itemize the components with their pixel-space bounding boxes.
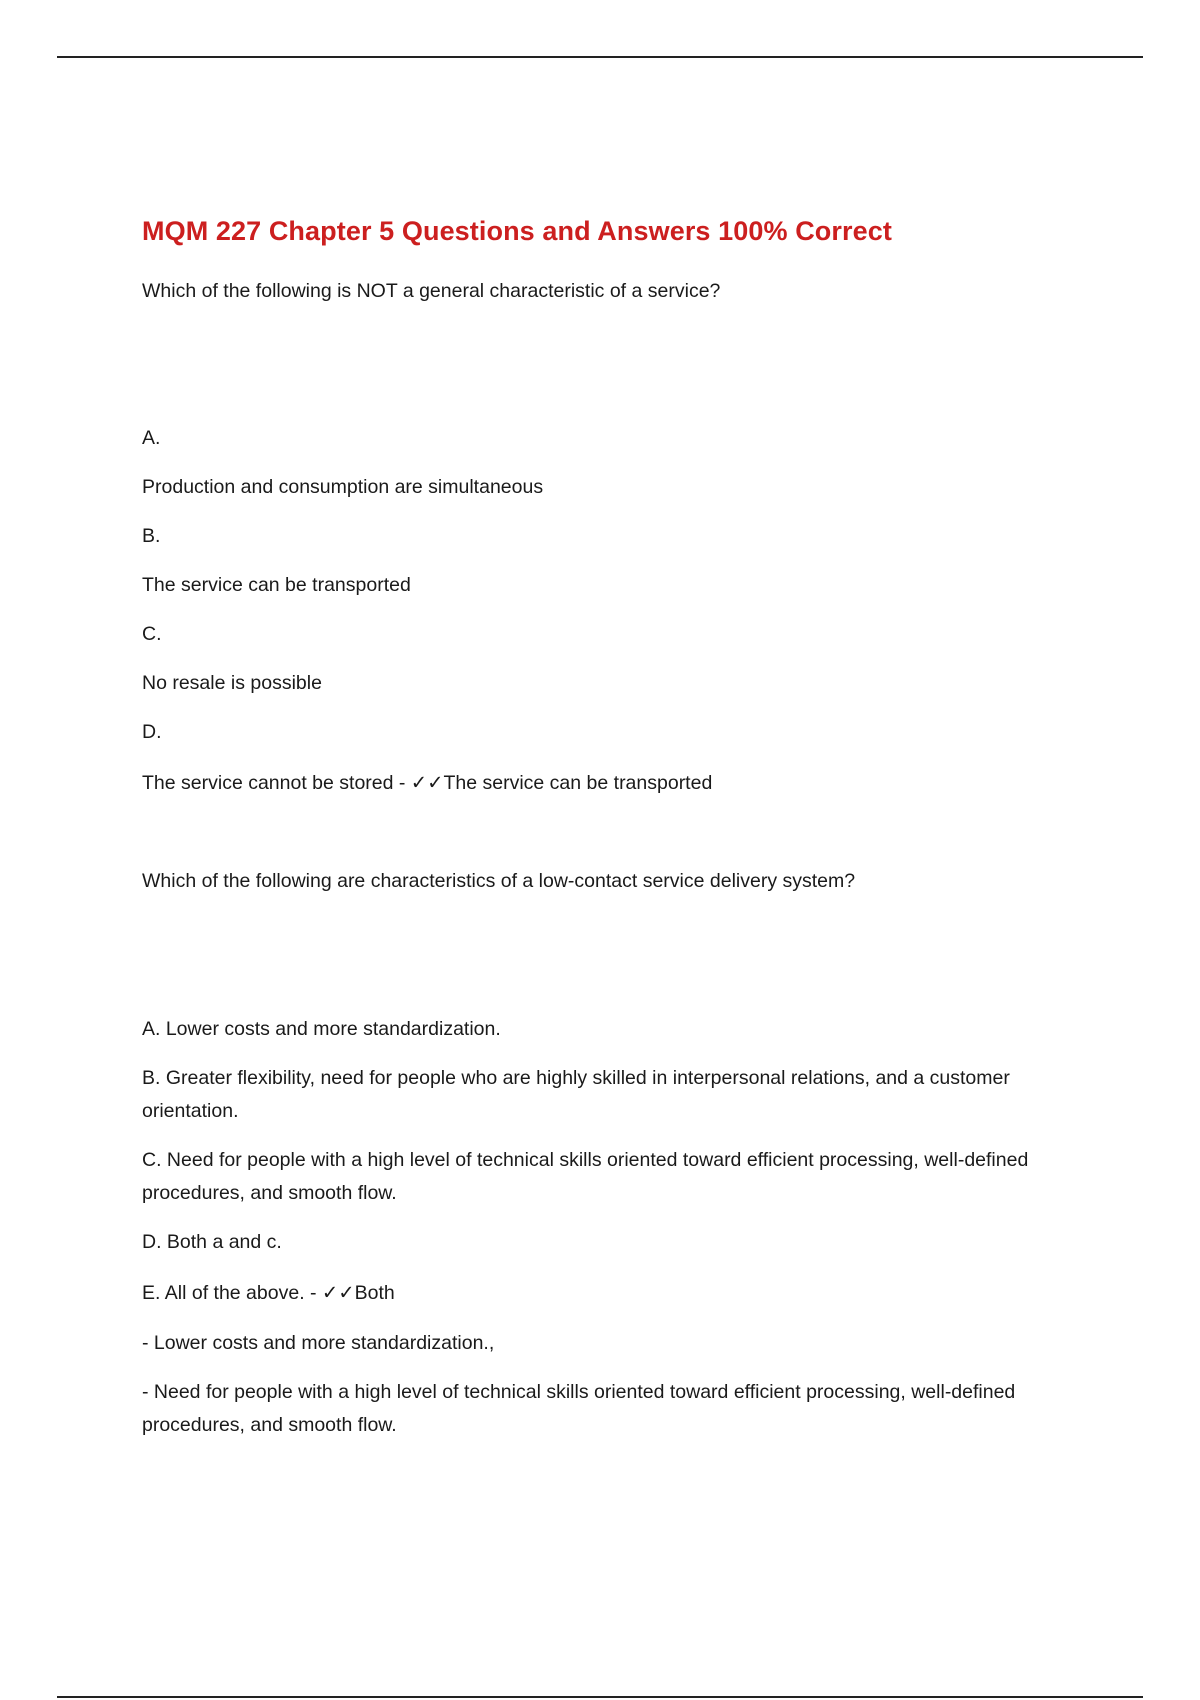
question-2-option-c: C. Need for people with a high level of technical skills oriented toward efficient processing, well-defined procedures, and smooth flow. [142,1149,1029,1204]
question-1-option-a-label: A. [142,427,161,449]
question-2-answer-point-1: - Lower costs and more standardization., [142,1332,495,1354]
question-2-option-d: D. Both a and c. [142,1231,282,1253]
question-1-prompt: Which of the following is NOT a general characteristic of a service? [142,280,721,302]
question-2-option-a: A. Lower costs and more standardization. [142,1018,501,1040]
question-1-option-c-label: C. [142,623,162,645]
question-1-option-d-label: D. [142,721,162,743]
question-1-option-d-answer: The service cannot be stored - ✓✓The service can be transported [142,772,713,794]
question-2-option-b: B. Greater flexibility, need for people who are highly skilled in interpersonal relations, and a customer orientation. [142,1067,1010,1122]
question-1-option-b-text: The service can be transported [142,574,411,596]
document-title: MQM 227 Chapter 5 Questions and Answers 100% Correct [142,216,892,246]
header-rule [57,56,1143,58]
question-1-option-a-text: Production and consumption are simultaneous [142,476,544,498]
question-1-option-c-text: No resale is possible [142,672,322,694]
question-1-option-b-label: B. [142,525,161,547]
question-2-option-e-answer: E. All of the above. - ✓✓Both [142,1282,395,1304]
question-2-answer-point-2: - Need for people with a high level of technical skills oriented toward efficient processing, well-defined procedures, and smooth flow. [142,1381,1016,1436]
question-2-prompt: Which of the following are characteristics of a low-contact service delivery system? [142,870,856,892]
footer-rule [57,1696,1143,1698]
